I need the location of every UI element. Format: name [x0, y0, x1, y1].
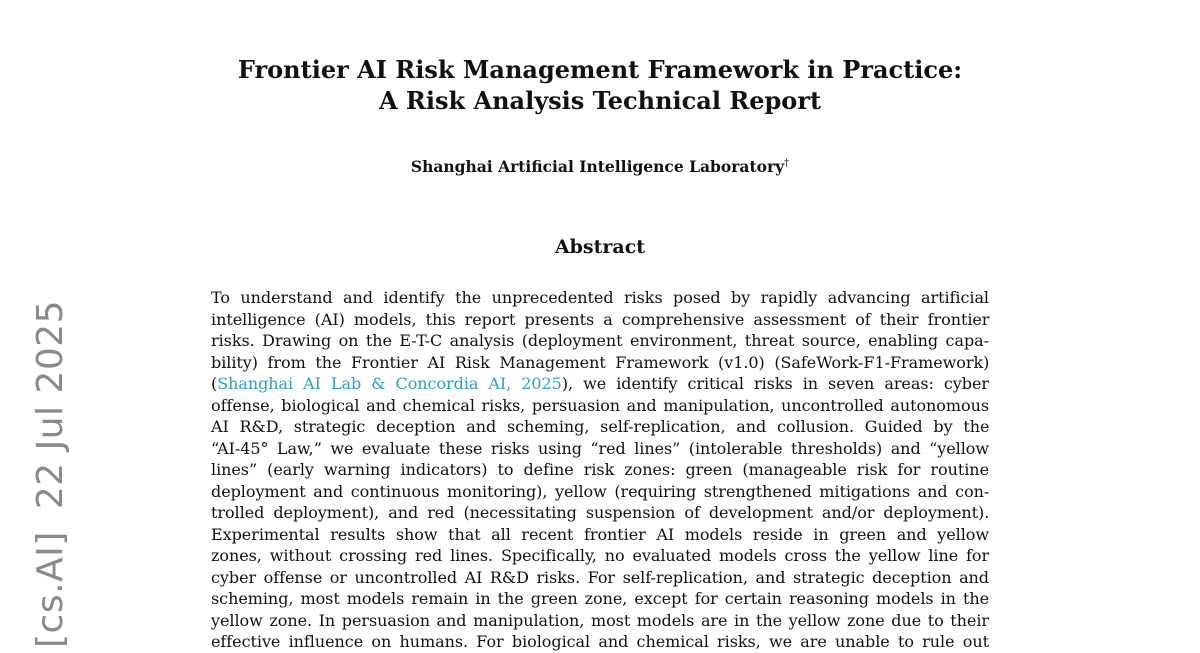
citation-link[interactable]: Shanghai AI Lab & Concordia AI, 2025: [217, 374, 562, 393]
title-line-2: A Risk Analysis Technical Report: [378, 86, 822, 115]
abstract-line: risks. Drawing on the E-T-C analysis (deployment environment, threat source, enabling capa-: [211, 331, 989, 350]
abstract-line: Experimental results show that all recent frontier AI models reside in green and yellow: [211, 524, 989, 544]
abstract-line: “AI-45° Law,” we evaluate these risks using “red lines” (intolerable thresholds) and “yellow: [211, 438, 989, 458]
abstract-line: deployment and continuous monitoring), yellow (requiring strengthened mitigations and con-: [211, 481, 990, 501]
abstract-line: yellow zone. In persuasion and manipulation, most models are in the yellow zone due to their: [211, 610, 989, 630]
abstract-line: effective influence on humans. For biological and chemical risks, we are unable to rule out: [211, 632, 989, 651]
abstract-line: zones, without crossing red lines. Specifically, no evaluated models cross the yellow line for: [211, 546, 990, 565]
arxiv-category: [cs.AI]: [30, 531, 71, 648]
abstract-line: scheming, most models remain in the green zone, except for certain reasoning models in the: [211, 589, 989, 608]
paper-title: [0, 54, 1200, 116]
abstract-line: offense, biological and chemical risks, persuasion and manipulation, uncontrolled autonomous: [211, 395, 989, 415]
abstract-line: AI R&D, strategic deception and scheming, self-replication, and collusion. Guided by the: [211, 417, 990, 436]
abstract-line: trolled deployment), and red (necessitating suspension of development and/or deployment).: [211, 503, 990, 522]
abstract-line: bility) from the Frontier AI Risk Management Framework (v1.0) (SafeWork-F1-Framework): [211, 352, 990, 372]
arxiv-date: 22 Jul 2025: [30, 299, 71, 510]
abstract-line: lines” (early warning indicators) to define risk zones: green (manageable risk for routine: [211, 460, 989, 479]
abstract-line: intelligence (AI) models, this report presents a comprehensive assessment of their frontier: [211, 309, 990, 329]
arxiv-sidebar-stamp: [30, 300, 71, 648]
abstract-line: cyber offense or uncontrolled AI R&D risks. For self-replication, and strategic deception and: [211, 567, 989, 587]
footnote-mark: †: [784, 157, 790, 169]
abstract-body: [211, 287, 989, 653]
author-affiliation: [0, 157, 1200, 176]
abstract-line-citation: (Shanghai AI Lab & Concordia AI, 2025), we identify critical risks in seven areas: cyber: [211, 374, 989, 393]
affiliation-text: Shanghai Artificial Intelligence Laboratory: [410, 157, 785, 176]
title-line-1: Frontier AI Risk Management Framework in Practice:: [237, 55, 963, 84]
abstract-heading: Abstract: [554, 236, 646, 258]
abstract-line: To understand and identify the unprecedented risks posed by rapidly advancing artificial: [211, 288, 989, 307]
